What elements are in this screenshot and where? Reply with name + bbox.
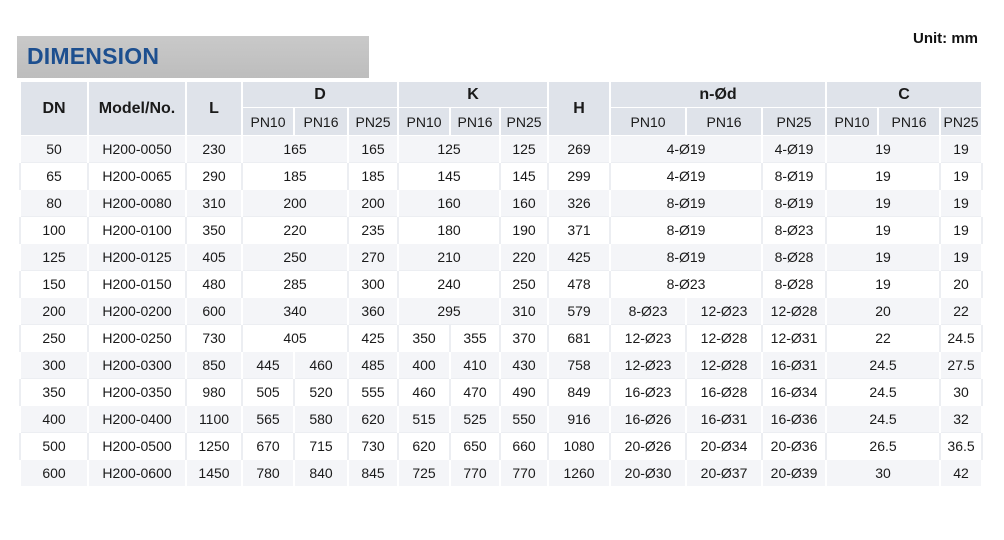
cell-nd-pn10-pn16: 4-Ø19 xyxy=(610,163,762,190)
cell-nd-pn25: 4-Ø19 xyxy=(762,136,826,163)
cell-model: H200-0150 xyxy=(88,271,186,298)
cell-nd-pn10: 8-Ø23 xyxy=(610,298,686,325)
table-row xyxy=(20,406,982,433)
cell-c-pn10-pn16: 19 xyxy=(826,244,940,271)
cell-h: 269 xyxy=(548,136,610,163)
cell-nd-pn25: 12-Ø28 xyxy=(762,298,826,325)
cell-nd-pn25: 8-Ø23 xyxy=(762,217,826,244)
cell-k-pn25: 660 xyxy=(500,433,548,460)
cell-c-pn25: 19 xyxy=(940,163,982,190)
cell-nd-pn10-pn16: 4-Ø19 xyxy=(610,136,762,163)
cell-model: H200-0250 xyxy=(88,325,186,352)
header-h: H xyxy=(548,82,610,136)
cell-l: 1450 xyxy=(186,460,242,487)
cell-c-pn25: 19 xyxy=(940,217,982,244)
cell-d-pn25: 185 xyxy=(348,163,398,190)
cell-c-pn25: 20 xyxy=(940,271,982,298)
cell-dn: 250 xyxy=(20,325,88,352)
table-header xyxy=(20,82,982,136)
cell-c-pn10-pn16: 26.5 xyxy=(826,433,940,460)
cell-k-pn10: 620 xyxy=(398,433,450,460)
cell-d-pn10-pn16: 165 xyxy=(242,136,348,163)
cell-nd-pn25: 16-Ø31 xyxy=(762,352,826,379)
cell-d-pn10: 445 xyxy=(242,352,294,379)
cell-c-pn10-pn16: 20 xyxy=(826,298,940,325)
cell-k-pn25: 550 xyxy=(500,406,548,433)
cell-model: H200-0065 xyxy=(88,163,186,190)
header-c-pn25: PN25 xyxy=(940,108,982,136)
dimension-table xyxy=(19,82,983,486)
cell-nd-pn25: 8-Ø19 xyxy=(762,163,826,190)
cell-c-pn25: 19 xyxy=(940,136,982,163)
cell-dn: 65 xyxy=(20,163,88,190)
cell-k-pn16: 355 xyxy=(450,325,500,352)
cell-c-pn10-pn16: 19 xyxy=(826,271,940,298)
unit-label: Unit: mm xyxy=(913,30,978,47)
cell-d-pn25: 845 xyxy=(348,460,398,487)
cell-k-pn10: 460 xyxy=(398,379,450,406)
cell-k-pn25: 770 xyxy=(500,460,548,487)
cell-nd-pn10-pn16: 8-Ø23 xyxy=(610,271,762,298)
header-nd: n-Ød xyxy=(610,82,826,108)
header-k-pn10: PN10 xyxy=(398,108,450,136)
cell-d-pn25: 300 xyxy=(348,271,398,298)
cell-k-pn10-pn16: 210 xyxy=(398,244,500,271)
cell-nd-pn10: 16-Ø23 xyxy=(610,379,686,406)
table-row xyxy=(20,163,982,190)
cell-nd-pn25: 8-Ø28 xyxy=(762,271,826,298)
cell-d-pn25: 425 xyxy=(348,325,398,352)
cell-nd-pn25: 16-Ø34 xyxy=(762,379,826,406)
cell-model: H200-0100 xyxy=(88,217,186,244)
cell-dn: 300 xyxy=(20,352,88,379)
cell-model: H200-0050 xyxy=(88,136,186,163)
cell-k-pn10: 350 xyxy=(398,325,450,352)
cell-l: 480 xyxy=(186,271,242,298)
cell-l: 230 xyxy=(186,136,242,163)
cell-d-pn16: 580 xyxy=(294,406,348,433)
cell-l: 350 xyxy=(186,217,242,244)
cell-h: 849 xyxy=(548,379,610,406)
cell-h: 299 xyxy=(548,163,610,190)
cell-l: 980 xyxy=(186,379,242,406)
cell-l: 1100 xyxy=(186,406,242,433)
cell-d-pn25: 270 xyxy=(348,244,398,271)
cell-k-pn25: 125 xyxy=(500,136,548,163)
cell-h: 758 xyxy=(548,352,610,379)
cell-h: 425 xyxy=(548,244,610,271)
cell-d-pn10-pn16: 185 xyxy=(242,163,348,190)
header-d-pn16: PN16 xyxy=(294,108,348,136)
cell-nd-pn25: 8-Ø28 xyxy=(762,244,826,271)
cell-d-pn25: 730 xyxy=(348,433,398,460)
cell-c-pn10-pn16: 30 xyxy=(826,460,940,487)
table-row xyxy=(20,136,982,163)
cell-nd-pn10-pn16: 8-Ø19 xyxy=(610,217,762,244)
cell-nd-pn16: 12-Ø23 xyxy=(686,298,762,325)
cell-k-pn25: 220 xyxy=(500,244,548,271)
cell-nd-pn16: 16-Ø31 xyxy=(686,406,762,433)
header-c: C xyxy=(826,82,982,108)
cell-c-pn10-pn16: 24.5 xyxy=(826,406,940,433)
cell-h: 371 xyxy=(548,217,610,244)
cell-k-pn10-pn16: 160 xyxy=(398,190,500,217)
header-l: L xyxy=(186,82,242,136)
cell-d-pn10-pn16: 340 xyxy=(242,298,348,325)
header-d-pn25: PN25 xyxy=(348,108,398,136)
cell-c-pn10-pn16: 19 xyxy=(826,136,940,163)
cell-c-pn25: 22 xyxy=(940,298,982,325)
cell-dn: 50 xyxy=(20,136,88,163)
table-row xyxy=(20,271,982,298)
cell-d-pn10: 670 xyxy=(242,433,294,460)
cell-c-pn10-pn16: 19 xyxy=(826,163,940,190)
cell-c-pn25: 19 xyxy=(940,190,982,217)
cell-nd-pn16: 12-Ø28 xyxy=(686,352,762,379)
cell-h: 478 xyxy=(548,271,610,298)
cell-d-pn10: 565 xyxy=(242,406,294,433)
cell-c-pn25: 19 xyxy=(940,244,982,271)
table-row xyxy=(20,298,982,325)
cell-k-pn25: 145 xyxy=(500,163,548,190)
cell-l: 310 xyxy=(186,190,242,217)
cell-dn: 80 xyxy=(20,190,88,217)
cell-dn: 500 xyxy=(20,433,88,460)
cell-model: H200-0400 xyxy=(88,406,186,433)
cell-k-pn10: 725 xyxy=(398,460,450,487)
cell-c-pn10-pn16: 24.5 xyxy=(826,379,940,406)
cell-d-pn10: 780 xyxy=(242,460,294,487)
cell-nd-pn10: 12-Ø23 xyxy=(610,352,686,379)
cell-nd-pn25: 16-Ø36 xyxy=(762,406,826,433)
cell-d-pn25: 235 xyxy=(348,217,398,244)
cell-k-pn25: 370 xyxy=(500,325,548,352)
cell-k-pn10-pn16: 180 xyxy=(398,217,500,244)
cell-l: 290 xyxy=(186,163,242,190)
cell-nd-pn10-pn16: 8-Ø19 xyxy=(610,190,762,217)
header-model: Model/No. xyxy=(88,82,186,136)
header-nd-pn10: PN10 xyxy=(610,108,686,136)
cell-h: 1080 xyxy=(548,433,610,460)
cell-nd-pn16: 20-Ø37 xyxy=(686,460,762,487)
cell-h: 681 xyxy=(548,325,610,352)
cell-nd-pn10: 16-Ø26 xyxy=(610,406,686,433)
cell-d-pn10-pn16: 285 xyxy=(242,271,348,298)
cell-k-pn25: 430 xyxy=(500,352,548,379)
cell-c-pn25: 32 xyxy=(940,406,982,433)
cell-model: H200-0200 xyxy=(88,298,186,325)
cell-nd-pn16: 12-Ø28 xyxy=(686,325,762,352)
cell-nd-pn10: 20-Ø30 xyxy=(610,460,686,487)
cell-c-pn10-pn16: 22 xyxy=(826,325,940,352)
cell-model: H200-0080 xyxy=(88,190,186,217)
header-nd-pn16: PN16 xyxy=(686,108,762,136)
header-nd-pn25: PN25 xyxy=(762,108,826,136)
header-dn: DN xyxy=(20,82,88,136)
table-row xyxy=(20,244,982,271)
cell-c-pn25: 27.5 xyxy=(940,352,982,379)
cell-h: 579 xyxy=(548,298,610,325)
cell-d-pn16: 460 xyxy=(294,352,348,379)
cell-c-pn25: 36.5 xyxy=(940,433,982,460)
cell-c-pn25: 24.5 xyxy=(940,325,982,352)
table-row xyxy=(20,433,982,460)
table-row xyxy=(20,352,982,379)
cell-d-pn16: 520 xyxy=(294,379,348,406)
cell-dn: 125 xyxy=(20,244,88,271)
cell-k-pn25: 160 xyxy=(500,190,548,217)
cell-d-pn10-pn16: 405 xyxy=(242,325,348,352)
cell-d-pn10-pn16: 250 xyxy=(242,244,348,271)
cell-d-pn10-pn16: 200 xyxy=(242,190,348,217)
table-row xyxy=(20,460,982,487)
cell-k-pn10-pn16: 145 xyxy=(398,163,500,190)
table-row xyxy=(20,325,982,352)
cell-l: 850 xyxy=(186,352,242,379)
cell-h: 326 xyxy=(548,190,610,217)
cell-c-pn10-pn16: 19 xyxy=(826,217,940,244)
cell-k-pn25: 310 xyxy=(500,298,548,325)
cell-k-pn10: 400 xyxy=(398,352,450,379)
cell-model: H200-0350 xyxy=(88,379,186,406)
cell-k-pn10-pn16: 295 xyxy=(398,298,500,325)
cell-l: 1250 xyxy=(186,433,242,460)
cell-k-pn16: 410 xyxy=(450,352,500,379)
cell-k-pn25: 190 xyxy=(500,217,548,244)
cell-nd-pn10: 12-Ø23 xyxy=(610,325,686,352)
cell-d-pn25: 620 xyxy=(348,406,398,433)
cell-dn: 400 xyxy=(20,406,88,433)
cell-dn: 200 xyxy=(20,298,88,325)
cell-dn: 350 xyxy=(20,379,88,406)
header-k-pn16: PN16 xyxy=(450,108,500,136)
cell-k-pn25: 250 xyxy=(500,271,548,298)
cell-d-pn25: 165 xyxy=(348,136,398,163)
cell-dn: 150 xyxy=(20,271,88,298)
cell-c-pn25: 30 xyxy=(940,379,982,406)
cell-d-pn16: 840 xyxy=(294,460,348,487)
cell-model: H200-0125 xyxy=(88,244,186,271)
header-c-pn16: PN16 xyxy=(878,108,940,136)
cell-d-pn25: 360 xyxy=(348,298,398,325)
header-d: D xyxy=(242,82,398,108)
cell-c-pn25: 42 xyxy=(940,460,982,487)
cell-d-pn10: 505 xyxy=(242,379,294,406)
cell-nd-pn25: 20-Ø39 xyxy=(762,460,826,487)
cell-l: 600 xyxy=(186,298,242,325)
table-row xyxy=(20,379,982,406)
cell-h: 1260 xyxy=(548,460,610,487)
header-d-pn10: PN10 xyxy=(242,108,294,136)
cell-d-pn10-pn16: 220 xyxy=(242,217,348,244)
header-c-pn10: PN10 xyxy=(826,108,878,136)
cell-k-pn25: 490 xyxy=(500,379,548,406)
table-row xyxy=(20,190,982,217)
cell-k-pn16: 525 xyxy=(450,406,500,433)
cell-l: 730 xyxy=(186,325,242,352)
cell-c-pn10-pn16: 19 xyxy=(826,190,940,217)
header-k: K xyxy=(398,82,548,108)
cell-nd-pn25: 12-Ø31 xyxy=(762,325,826,352)
cell-nd-pn10-pn16: 8-Ø19 xyxy=(610,244,762,271)
cell-k-pn16: 650 xyxy=(450,433,500,460)
cell-nd-pn25: 20-Ø36 xyxy=(762,433,826,460)
cell-d-pn16: 715 xyxy=(294,433,348,460)
cell-k-pn16: 470 xyxy=(450,379,500,406)
cell-d-pn25: 200 xyxy=(348,190,398,217)
cell-d-pn25: 555 xyxy=(348,379,398,406)
cell-k-pn16: 770 xyxy=(450,460,500,487)
cell-c-pn10-pn16: 24.5 xyxy=(826,352,940,379)
cell-nd-pn25: 8-Ø19 xyxy=(762,190,826,217)
table-row xyxy=(20,217,982,244)
cell-dn: 600 xyxy=(20,460,88,487)
cell-dn: 100 xyxy=(20,217,88,244)
cell-k-pn10-pn16: 240 xyxy=(398,271,500,298)
cell-nd-pn10: 20-Ø26 xyxy=(610,433,686,460)
page-title: DIMENSION xyxy=(27,43,160,69)
cell-k-pn10: 515 xyxy=(398,406,450,433)
cell-model: H200-0500 xyxy=(88,433,186,460)
cell-h: 916 xyxy=(548,406,610,433)
cell-model: H200-0600 xyxy=(88,460,186,487)
cell-l: 405 xyxy=(186,244,242,271)
cell-d-pn25: 485 xyxy=(348,352,398,379)
cell-nd-pn16: 20-Ø34 xyxy=(686,433,762,460)
title-bar xyxy=(17,36,369,78)
cell-model: H200-0300 xyxy=(88,352,186,379)
table-body xyxy=(20,136,982,487)
header-k-pn25: PN25 xyxy=(500,108,548,136)
cell-k-pn10-pn16: 125 xyxy=(398,136,500,163)
cell-nd-pn16: 16-Ø28 xyxy=(686,379,762,406)
